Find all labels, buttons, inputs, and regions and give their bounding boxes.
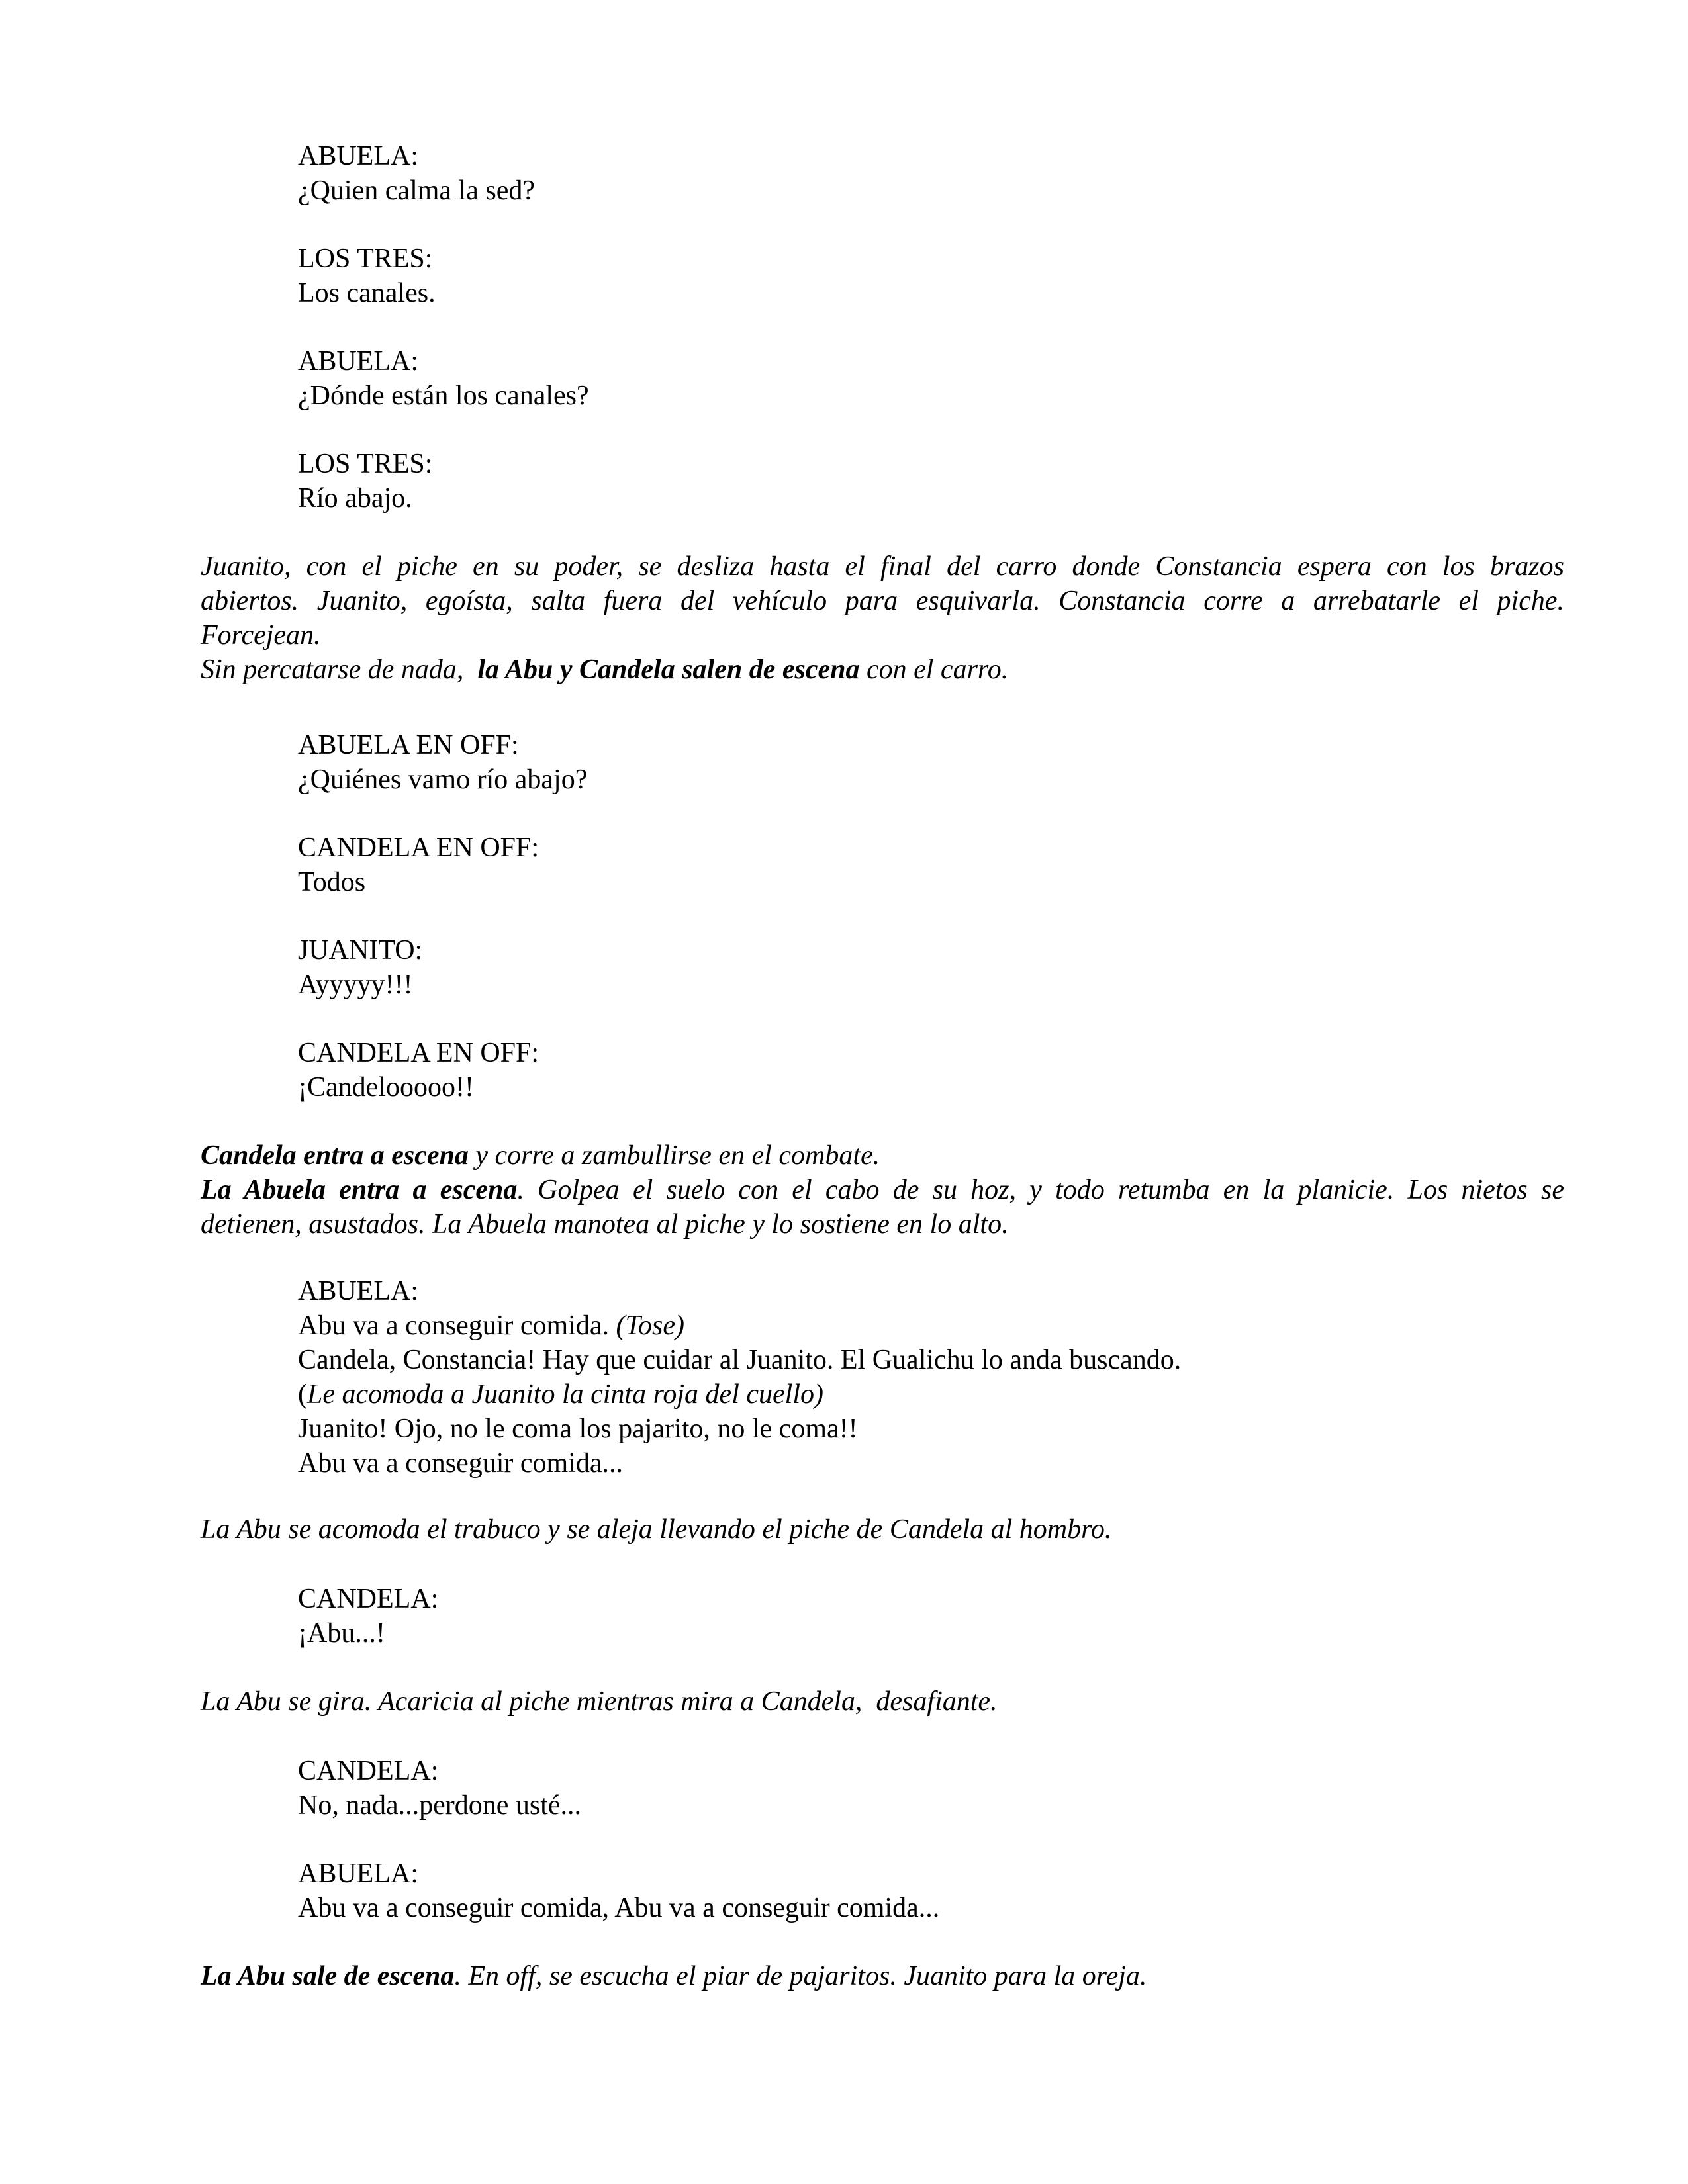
stage-line: Juanito, con el piche en su poder, se desliza hasta el final del carro donde Constancia espera con los brazos [201,551,1564,582]
stage-line: Forcejean. [201,620,321,651]
dialogue-block [298,447,1556,516]
dialogue-line [298,1377,1556,1412]
dialogue-line: ¿Quiénes vamo río abajo? [298,764,588,795]
stage-line [201,1173,1564,1207]
dialogue-line: Abu va a conseguir comida, Abu va a conseguir comida... [298,1893,940,1923]
speaker-name: ABUELA: [298,346,418,377]
dialogue-block [298,139,1556,208]
stage-text: . Golpea el suelo con el cabo de su hoz, y todo retumba en la planicie. Los nietos se [517,1175,1565,1205]
stage-direction [201,1138,1564,1242]
speaker-name: ABUELA: [298,1858,418,1889]
dialogue-block [298,831,1556,899]
dialogue-line: Los canales. [298,278,436,308]
dialogue-line [298,1308,1556,1343]
dialogue-text: ( [298,1379,307,1410]
stage-line: abiertos. Juanito, egoísta, salta fuera del vehículo para esquivarla. Constancia corre a arrebatarle el piche. [201,586,1564,616]
dialogue-line: Ayyyyy!!! [298,970,413,1000]
speaker-name: LOS TRES: [298,449,433,479]
parenthetical: (Tose) [616,1310,684,1341]
speaker-name: CANDELA: [298,1756,439,1786]
stage-direction [201,549,1564,687]
dialogue-block [298,1582,1556,1651]
stage-direction [201,1959,1564,1993]
dialogue-block [298,1754,1556,1823]
stage-emphasis: la Abu y Candela salen de escena [477,655,860,685]
dialogue-block [298,344,1556,413]
speaker-name: LOS TRES: [298,244,433,274]
dialogue-block [298,933,1556,1002]
dialogue-line: No, nada...perdone usté... [298,1790,582,1821]
stage-emphasis: La Abu sale de escena [201,1961,455,1991]
stage-emphasis: La Abuela entra a escena [201,1175,518,1205]
dialogue-block [298,242,1556,310]
stage-text: y corre a zambullirse en el combate. [468,1140,880,1171]
stage-direction [201,1684,1564,1719]
dialogue-line: ¡Abu...! [298,1618,385,1649]
stage-line [201,1959,1564,1993]
stage-text: . En off, se escucha el piar de pajaritos. Juanito para la oreja. [454,1961,1147,1991]
speaker-name: ABUELA: [298,141,418,171]
stage-line: detienen, asustados. La Abuela manotea al piche y lo sostiene en lo alto. [201,1209,1009,1240]
speaker-name: CANDELA: [298,1584,439,1614]
dialogue-text: Abu va a conseguir comida. [298,1310,616,1341]
dialogue-line: Río abajo. [298,483,412,514]
stage-line [201,1138,1564,1173]
speaker-name: ABUELA: [298,1276,418,1306]
dialogue-line: ¿Quien calma la sed? [298,175,535,206]
stage-direction [201,1512,1564,1547]
dialogue-block [298,728,1556,797]
dialogue-line: ¿Dónde están los canales? [298,381,589,411]
dialogue-line: Candela, Constancia! Hay que cuidar al Juanito. El Gualichu lo anda buscando. [298,1345,1182,1375]
speaker-name: JUANITO: [298,935,423,966]
stage-text: Sin percatarse de nada, [201,655,478,685]
dialogue-line: Todos [298,867,366,897]
dialogue-block [298,1274,1556,1480]
stage-line [201,653,1564,687]
stage-line: La Abu se acomoda el trabuco y se aleja llevando el piche de Candela al hombro. [201,1514,1112,1545]
stage-line: La Abu se gira. Acaricia al piche mientras mira a Candela, desafiante. [201,1686,998,1717]
speaker-name: CANDELA EN OFF: [298,1038,539,1068]
stage-emphasis: Candela entra a escena [201,1140,469,1171]
parenthetical: Le acomoda a Juanito la cinta roja del cuello) [307,1379,823,1410]
stage-text: con el carro. [859,655,1009,685]
dialogue-block [298,1036,1556,1105]
dialogue-line: Abu va a conseguir comida... [298,1448,624,1479]
dialogue-block [298,1856,1556,1925]
speaker-name: CANDELA EN OFF: [298,833,539,863]
dialogue-line: ¡Candelooooo!! [298,1072,474,1103]
speaker-name: ABUELA EN OFF: [298,730,519,760]
dialogue-line: Juanito! Ojo, no le coma los pajarito, no le coma!! [298,1414,858,1444]
